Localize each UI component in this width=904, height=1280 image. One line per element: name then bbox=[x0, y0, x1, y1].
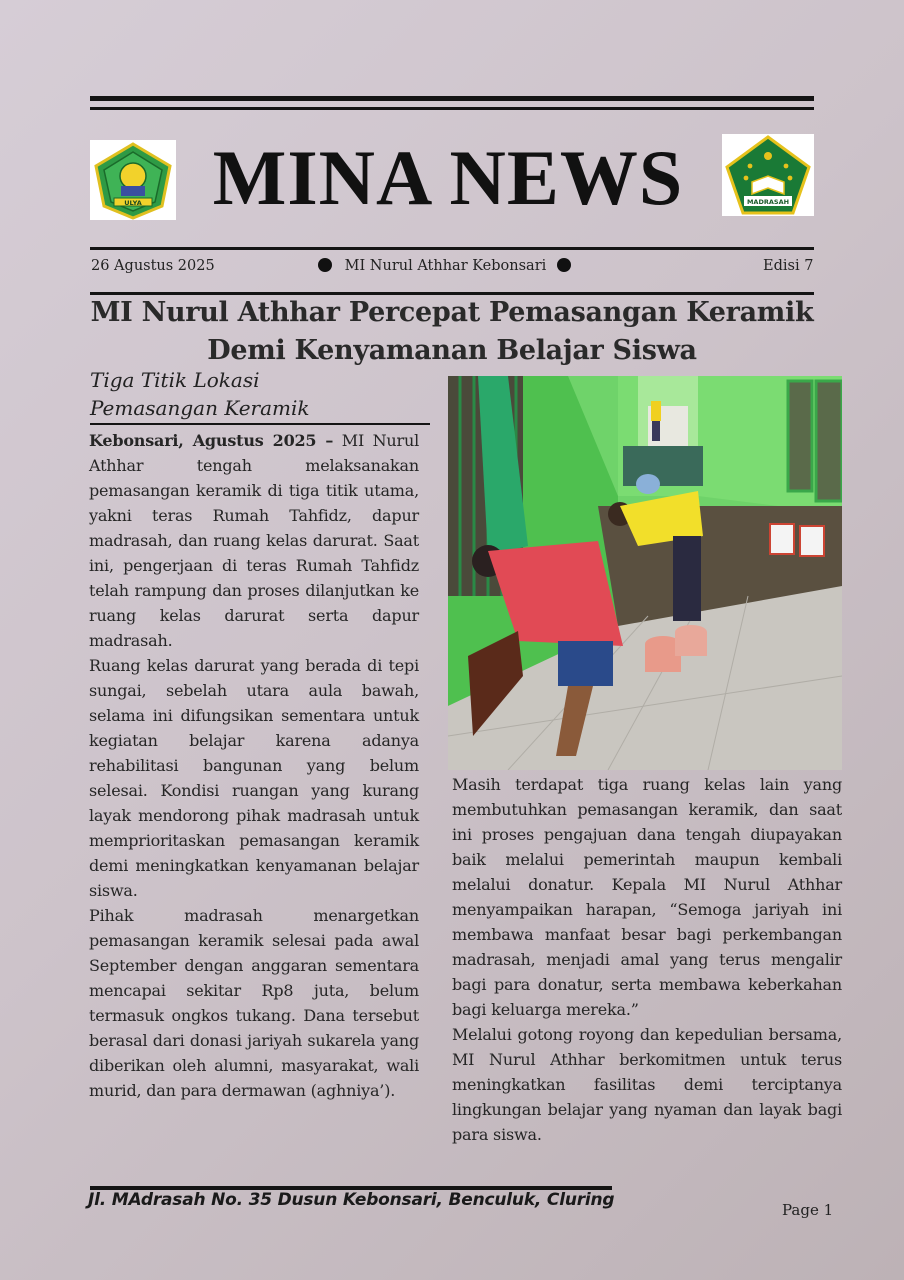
article-column-right bbox=[452, 772, 842, 1147]
article-paragraph-5: Melalui gotong royong dan kepedulian bersama, MI Nurul Athhar berkomitmen untuk terus meningkatkan fasilitas demi terciptanya lingkungan belajar yang nyaman dan layak bagi para siswa. bbox=[452, 1025, 842, 1144]
school-name: MI Nurul Athhar Kebonsari bbox=[344, 258, 547, 274]
article-paragraph-1 bbox=[89, 428, 419, 653]
ministry-logo bbox=[722, 134, 814, 216]
top-rule-thin bbox=[90, 107, 814, 110]
school-logo-text: ULYA bbox=[124, 199, 142, 207]
footer-address: Jl. MAdrasah No. 35 Dusun Kebonsari, Benculuk, Cluring bbox=[88, 1190, 615, 1210]
headline-line-2: Demi Kenyamanan Belajar Siswa bbox=[207, 335, 697, 366]
ministry-logo-text: MADRASAH bbox=[746, 198, 790, 206]
subhead-rule bbox=[90, 423, 430, 425]
article-paragraph-2: Ruang kelas darurat yang berada di tepi sungai, sebelah utara aula bawah, selama ini difungsikan sementara untuk kegiatan belajar karena adanya rehabilitasi bangunan yang belum selesai. Kondisi ruangan yang kurang layak mendorong pihak madrasah untuk memprioritaskan pemasangan keramik demi meningkatkan kenyamanan belajar siswa. bbox=[89, 656, 419, 900]
bullet-dot-right bbox=[557, 258, 571, 272]
article-photo bbox=[448, 376, 842, 770]
page-number: Page 1 bbox=[782, 1201, 834, 1219]
subhead-line-2: Pemasangan Keramik bbox=[90, 396, 310, 420]
article-column-left bbox=[89, 428, 419, 1103]
meta-rule-top bbox=[90, 247, 814, 250]
school-name-line bbox=[318, 258, 571, 274]
subhead-line-1: Tiga Titik Lokasi bbox=[90, 368, 260, 392]
article-headline bbox=[70, 294, 834, 370]
article-paragraph-4: Masih terdapat tiga ruang kelas lain yang membutuhkan pemasangan keramik, dan saat ini proses pengajuan dana tengah diupayakan baik melalui pemerintah maupun kembali melalui donatur. Kepala MI Nurul Athhar menyampaikan harapan, “Semoga jariyah ini membawa manfaat besar bagi perkembangan madrasah, menjadi amal yang terus mengalir bagi para donatur, serta membawa keberkahan bagi keluarga mereka.” bbox=[452, 775, 842, 1019]
top-rule-thick bbox=[90, 96, 814, 101]
dateline: Kebonsari, Agustus 2025 – bbox=[89, 431, 334, 450]
masthead-title: MINA NEWS bbox=[212, 134, 684, 221]
bullet-dot-left bbox=[318, 258, 332, 272]
article-subhead bbox=[90, 366, 350, 422]
school-logo bbox=[90, 140, 176, 220]
edition-number: Edisi 7 bbox=[763, 258, 814, 274]
issue-date: 26 Agustus 2025 bbox=[91, 258, 215, 274]
headline-line-1: MI Nurul Athhar Percepat Pemasangan Keramik bbox=[90, 297, 814, 328]
paragraph-1-body: MI Nurul Athhar tengah melaksanakan pemasangan keramik di tiga titik utama, yakni teras Rumah Tahfidz, dapur madrasah, dan ruang kelas darurat. Saat ini, pengerjaan di teras Rumah Tahfidz telah rampung dan proses dilanjutkan ke ruang kelas darurat serta dapur madrasah. bbox=[89, 431, 419, 650]
article-paragraph-3: Pihak madrasah menargetkan pemasangan keramik selesai pada awal September dengan anggaran sementara mencapai sekitar Rp8 juta, belum termasuk ongkos tukang. Dana tersebut berasal dari donasi jariyah sukarela yang diberikan oleh alumni, masyarakat, wali murid, dan para dermawan (aghniya’). bbox=[89, 906, 419, 1100]
